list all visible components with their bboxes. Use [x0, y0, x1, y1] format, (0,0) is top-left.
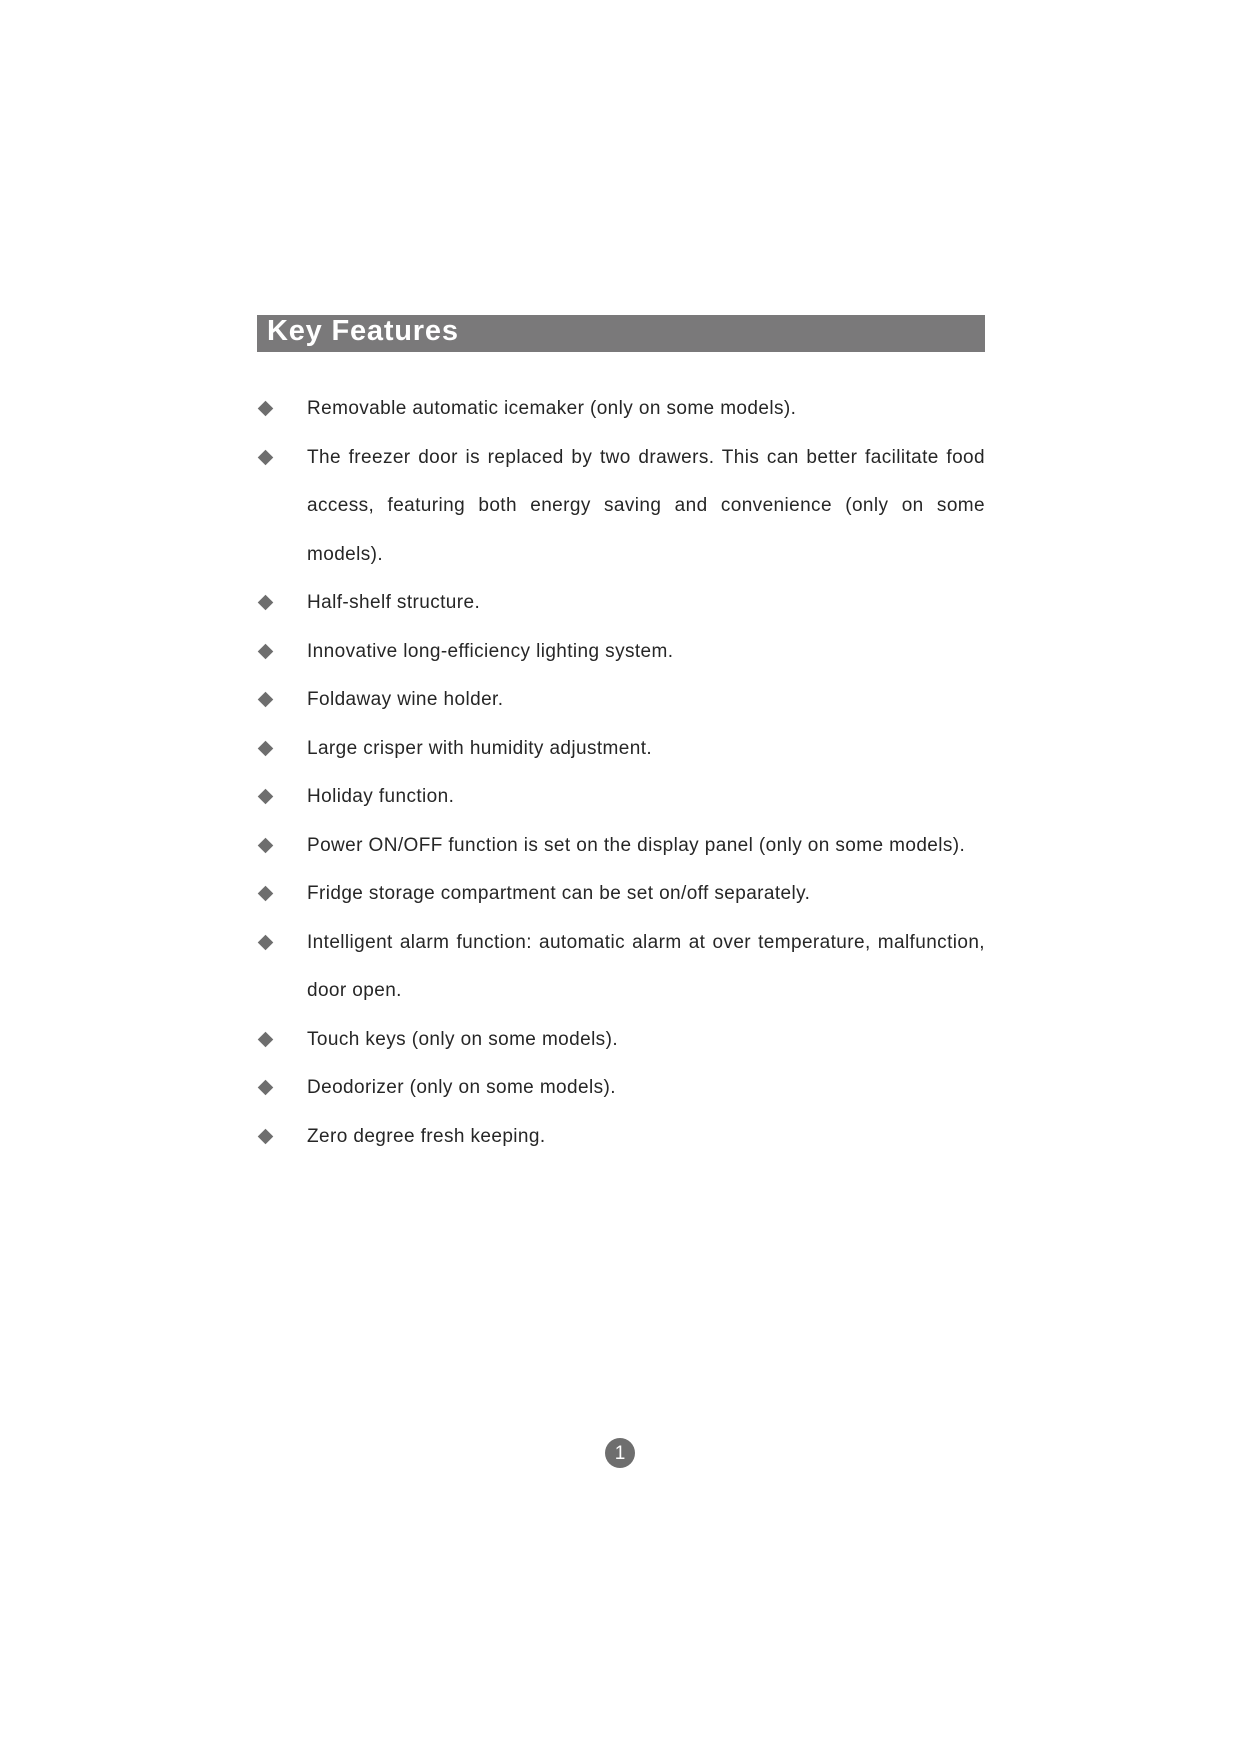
feature-item [257, 773, 985, 822]
feature-text: Foldaway wine holder. [307, 689, 504, 710]
diamond-bullet-icon [258, 740, 274, 756]
feature-text: The freezer door is replaced by two drawers. This can better facilitate food access, featuring both energy saving and convenience (only on some models). [307, 446, 985, 565]
feature-text: Removable automatic icemaker (only on some models). [307, 398, 797, 419]
feature-text: Power ON/OFF function is set on the display panel (only on some models). [307, 834, 966, 856]
feature-item [257, 822, 985, 871]
feature-text: Zero degree fresh keeping. [307, 1125, 546, 1147]
feature-item [257, 919, 985, 1016]
feature-item [257, 1113, 985, 1162]
diamond-bullet-icon [258, 401, 274, 417]
feature-item [257, 579, 985, 628]
diamond-bullet-icon [258, 789, 274, 805]
diamond-bullet-icon [258, 1080, 274, 1096]
diamond-bullet-icon [258, 886, 274, 902]
section-header-bar [257, 315, 985, 352]
feature-text: Fridge storage compartment can be set on/off separately. [307, 883, 811, 904]
diamond-bullet-icon [258, 837, 274, 853]
feature-item [257, 676, 985, 725]
feature-item [257, 725, 985, 774]
feature-item [257, 1016, 985, 1065]
feature-item [257, 628, 985, 677]
diamond-bullet-icon [258, 1128, 274, 1144]
feature-text: Holiday function. [307, 786, 455, 807]
feature-text: Large crisper with humidity adjustment. [307, 737, 653, 759]
diamond-bullet-icon [258, 934, 274, 950]
feature-item [257, 870, 985, 919]
feature-item [257, 434, 985, 580]
diamond-bullet-icon [258, 595, 274, 611]
page-number-badge [605, 1438, 635, 1468]
feature-text: Intelligent alarm function: automatic alarm at over temperature, malfunction, door open. [307, 931, 985, 1001]
feature-list [257, 385, 985, 1161]
section-title: Key Features [267, 315, 459, 347]
feature-text: Half-shelf structure. [307, 592, 481, 613]
feature-item [257, 385, 985, 434]
diamond-bullet-icon [258, 449, 274, 465]
feature-text: Touch keys (only on some models). [307, 1028, 618, 1050]
diamond-bullet-icon [258, 1031, 274, 1047]
diamond-bullet-icon [258, 692, 274, 708]
feature-item [257, 1064, 985, 1113]
feature-text: Deodorizer (only on some models). [307, 1077, 616, 1098]
diamond-bullet-icon [258, 643, 274, 659]
feature-text: Innovative long-efficiency lighting system. [307, 640, 674, 662]
page-number: 1 [614, 1442, 626, 1464]
